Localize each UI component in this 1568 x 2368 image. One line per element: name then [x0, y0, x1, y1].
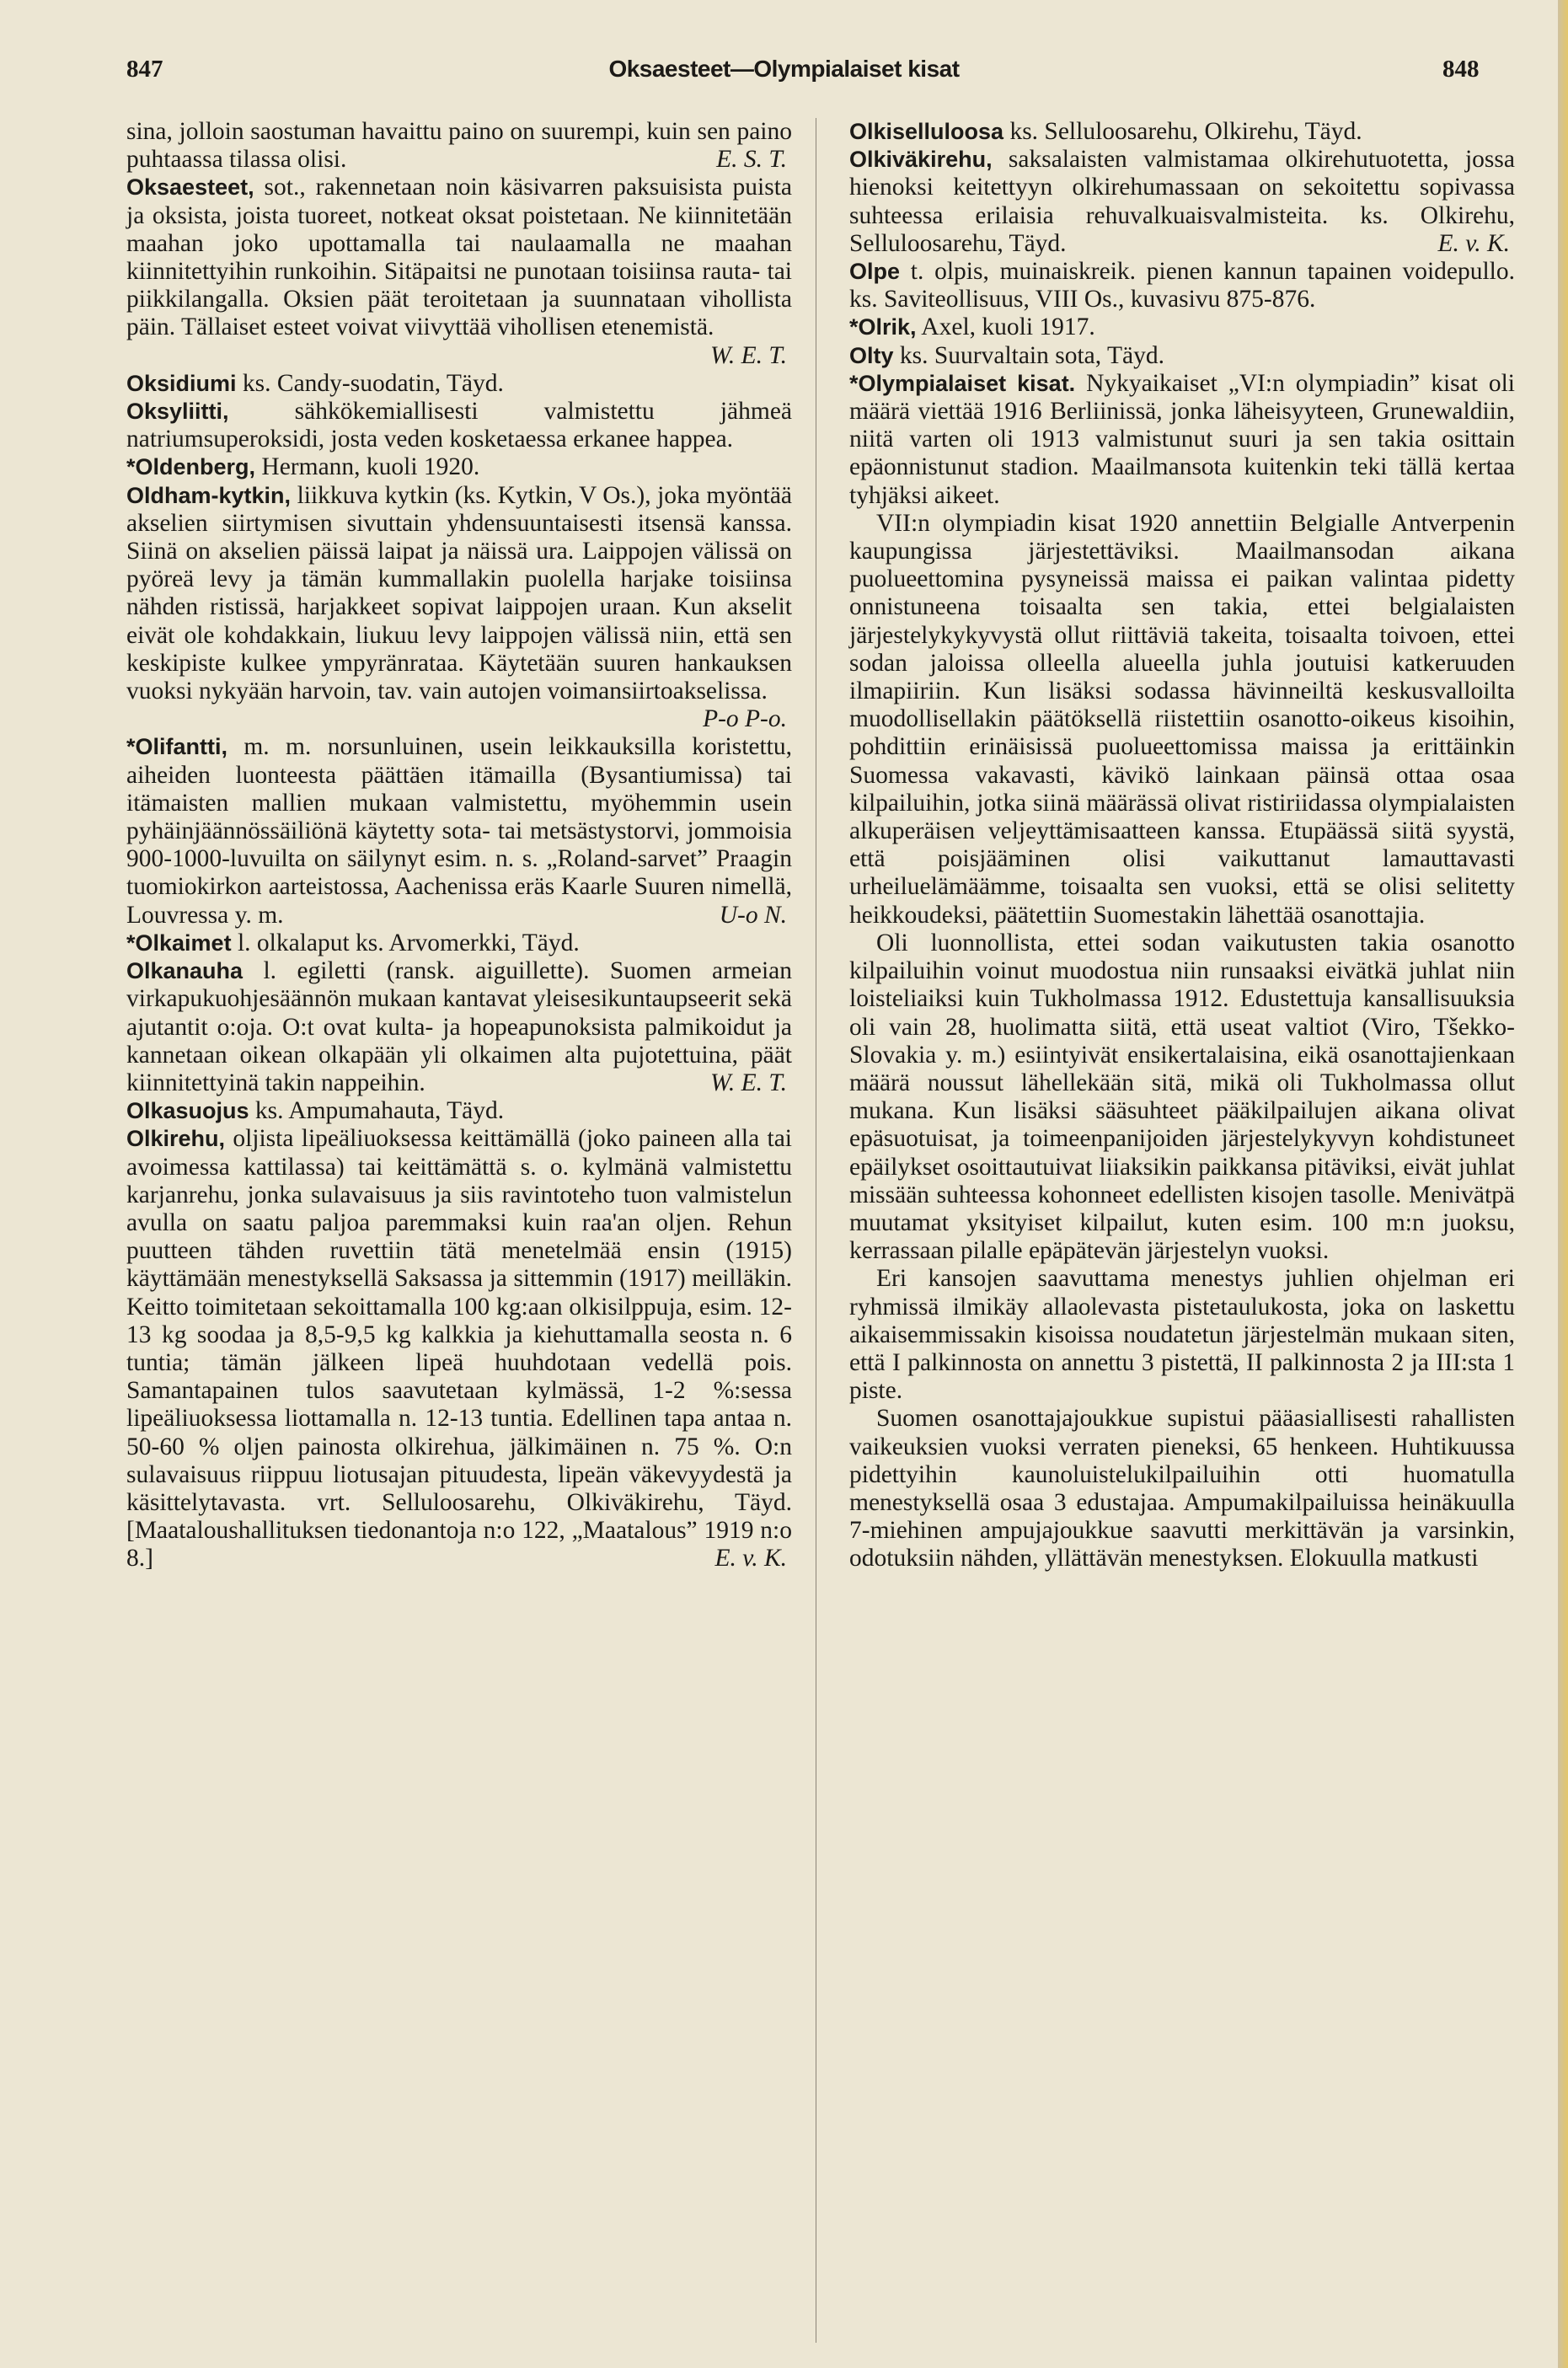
entry-text: ks. Selluloosarehu, Olkirehu, Täyd.	[1009, 118, 1362, 145]
author-signature: W. E. T.	[710, 341, 787, 369]
dictionary-entry	[849, 118, 1515, 146]
entry-text: ks. Suurvaltain sota, Täyd.	[899, 341, 1164, 369]
entry-text: Eri kansojen saavuttama menestys juhlien ohjelman eri ryhmissä ilmikäy allaolevasta pistetaulukosta, joka on laskettu aikaisemmissakin kisoissa noudatetun järjestelmän mukaan siten, että I palkinnosta on annettu 3 pistettä, II palkinnosta 2 ja III:sta 1 piste.	[849, 1265, 1515, 1405]
entry-headword: Olkiselluloosa	[849, 119, 1004, 144]
entry-headword: Olpe	[849, 259, 901, 285]
author-signature: U-o N.	[719, 901, 787, 929]
dictionary-entry	[126, 174, 792, 369]
dictionary-entry	[849, 313, 1515, 341]
entry-text: oljista lipeäliuoksessa keittämällä (joko paineen alla tai avoimessa kattilassa) tai keittämättä s. o. kylmänä valmistettu karjanrehu, jonka sulavaisuus ja siis ravintoteho tuon valmistelun avulla on saatu paljoa paremmaksi kuin raa'an oljen. Rehun puutteen tähden ruvettiin tätä menetelmää ensin (1915) käyttämään menestyksellä Saksassa ja sittemmin (1917) meilläkin. Keitto toimitetaan sekoittamalla 100 kg:aan olkisilppuja, esim. 12-13 kg soodaa ja 8,5-9,5 kg kalkkia ja kiehuttamalla seosta n. 6 tuntia; tämän jälkeen lipeä huuhdotaan vedellä pois. Samantapainen tulos saavutetaan kylmässä, 1-2 %:sessa lipeäliuoksessa liottamalla n. 12-13 tuntia. Edellinen tapa antaa n. 50-60 % oljen painosta olkirehua, jälkimäinen n. 75 %. O:n sulavaisuus riippuu liotusajan pituudesta, lipeän väkevyydestä ja käsittelytavasta. vrt. Selluloosarehu, Olkiväkirehu, Täyd. [Maataloushallituksen tiedonantoja n:o 122, „Maatalous” 1919 n:o 8.]	[126, 1125, 792, 1572]
entry-headword: Olkanauha	[126, 958, 243, 984]
page-number-right: 848	[1442, 56, 1480, 83]
entry-text: saksalaisten valmistamaa olkirehutuotetta, jossa hienoksi keitettyyn olkirehumassaan on sekoitettu sopivassa suhteessa erilaisia rehuvalkuaisvalmisteita. ks. Olkirehu, Selluloosarehu, Täyd.	[849, 146, 1515, 257]
dictionary-entry	[849, 146, 1515, 258]
author-signature: W. E. T.	[710, 1069, 787, 1096]
entry-text: Oli luonnollista, ettei sodan vaikutusten takia osanotto kilpailuihin voinut muodostua niin runsaaksi eivätkä juhlat niin loisteliaiksi kuin Tukholmassa 1912. Edustettuja kansallisuuksia oli vain 28, huolimatta siitä, että useat valtiot (Viro, Tšekko-Slovakia y. m.) esiintyivät ensikertalaisina, eikä osanottajienkaan määrä noussut lähellekään sitä, mikä oli Tukholmassa ollut mukana. Kun lisäksi sääsuhteet pääkilpailujen aikana olivat epäsuotuisat, ja toimeenpanijoiden järjestelykyvyn kohdistuneet epäilykset osoittautuivat liiaksikin paikkansa pitäviksi, eivät juhlat missään suhteessa kohonneet edellisten kisojen tasolle. Menivätpä muutamat yksityiset kilpailut, kuten esim. 100 m:n juoksu, kerrassaan pilalle epäpätevän järjestelyn vuoksi.	[849, 929, 1515, 1265]
page-edge	[1558, 0, 1568, 2368]
entry-text: liikkuva kytkin (ks. Kytkin, V Os.), joka myöntää akselien siirtymisen sivuttain yhdensuuntaisesti itsensä kanssa. Siinä on akselien päissä laipat ja näissä ura. Laippojen välissä on pyöreä levy ja tämän kummallakin puolella harjake toisiinsa nähden ristissä, harjakkeet sopivat laippojen uraan. Kun akselit eivät ole kohdakkain, liukuu levy laippojen välissä niin, että sen keskipiste kulkee ympyränrataa. Käytetään suuren hankauksen vuoksi nykyään harvoin, tav. vain autojen voimansiirtoakselissa.	[126, 481, 793, 705]
entry-text: t. olpis, muinaiskreik. pienen kannun tapainen voidepullo. ks. Saviteollisuus, VIII Os., kuvasivu 875-876.	[849, 258, 1515, 313]
entry-text: sot., rakennetaan noin käsivarren paksuisista puista ja oksista, joista tuoreet, notkeat oksat poistetaan. Ne kiinnitetään maahan joko upottamalla tai naulaamalla ne maahan kiinnitettyihin runkoihin. Sitäpaitsi ne punotaan toisiinsa rauta- tai piikkilangalla. Oksien päät teroitetaan ja suunnataan vihollista päin. Tällaiset esteet voivat viivyttää vihollisen etenemistä.	[126, 174, 792, 341]
author-signature: E. v. K.	[1437, 229, 1510, 257]
entry-text: ks. Candy-suodatin, Täyd.	[242, 369, 504, 397]
entry-headword: Olty	[849, 342, 894, 368]
dictionary-entry	[126, 1125, 792, 1572]
body-paragraph	[849, 1405, 1515, 1572]
dictionary-entry	[849, 370, 1515, 510]
author-signature: P-o P-o.	[703, 705, 787, 733]
entry-text: sähkökemiallisesti valmistettu jähmeä natriumsuperoksidi, josta veden kosketaessa erkanee happea.	[126, 398, 793, 453]
entry-text: m. m. norsunluinen, usein leikkauksilla koristettu, aiheiden luonteesta päättäen itämailla (Bysantiumissa) tai itämaisten mallien mukaan valmistettu, myöhemmin usein pyhäinjäännössäiliönä käytetty sota- tai metsästystorvi, jommoisia 900-1000-luvuilta on säilynyt esim. n. s. „Roland-sarvet” Praagin tuomiokirkon aarteistossa, Aachenissa eräs Kaarle Suuren nimellä, Louvressa y. m.	[126, 733, 793, 929]
dictionary-entry	[126, 733, 792, 929]
entry-text: sina, jolloin saostuman havaittu paino on suurempi, kuin sen paino puhtaassa tilassa olisi.	[126, 118, 792, 174]
entry-headword: Oksyliitti,	[126, 399, 229, 425]
right-column	[849, 118, 1515, 1573]
dictionary-entry	[126, 930, 792, 957]
left-column	[126, 118, 792, 1573]
author-signature: E. S. T.	[716, 146, 787, 174]
dictionary-entry	[126, 118, 792, 174]
entry-text: ks. Ampumahauta, Täyd.	[254, 1097, 505, 1125]
body-paragraph	[849, 930, 1515, 1265]
body-paragraph	[849, 1265, 1515, 1405]
entry-headword: *Olympialaiset kisat.	[849, 370, 1076, 396]
body-paragraph	[849, 510, 1515, 930]
entry-text: Suomen osanottajajoukkue supistui pääasiallisesti rahallisten vaikeuksien vuoksi verraten pieneksi, 65 henkeen. Huhtikuussa pidettyihin kaunoluistelukilpailuihin otti huomatulla menestyksellä osaa 3 edustajaa. Ampumakilpailuissa heinäkuulla 7-miehinen ampujajoukkue saavutti merkittävän ja varsinkin, odotuksiin nähden, yllättävän menestyksen. Elokuulla matkusti	[849, 1405, 1515, 1572]
running-head: Oksaesteet—Olympialaiset kisat	[608, 56, 960, 82]
entry-headword: Oksaesteet,	[126, 174, 254, 201]
dictionary-entry	[126, 398, 792, 453]
dictionary-entry	[126, 957, 792, 1097]
entry-text: VII:n olympiadin kisat 1920 annettiin Belgialle Antverpenin kaupungissa järjestettäviksi. Maailmansodan aikana puolueettomina pysyneissä maissa ei paikan valintaa pidetty onnistuneena toisaalta sen takia, ettei belgialaisten järjestelykykyvystä ollut riittäviä takeita, toisaalta toivoen, ettei sodan jaloissa olleella alueella juhla joutuisi katkeruuden ilmapiiriin. Kun lisäksi sodassa hävinneiltä keskusvalloilta muodollisellakin päätöksellä riistettiin osanotto-oikeus kisoihin, pohdittiin erinäisissä puolueettomissa maissa ja erittäinkin Suomessa vakavasti, kävikö lainkaan päinsä ottaa osaa kilpailuihin, jotka siinä määrässä olivat ristiriidassa olympialaisten alkuperäisen veljeyttämisaatteen kanssa. Etupäässä siitä syystä, että poisjääminen olisi vaikuttanut lamauttavasti urheiluelämäämme, toisaalta sen vuoksi, että se olisi selitetty heikkoudeksi, päätettiin Suomestakin lähettää osanottajia.	[849, 509, 1515, 929]
entry-text: l. egiletti (ransk. aiguillette). Suomen armeian virkapukuohjesäännön mukaan kantavat yleisesikuntaupseerit sekä ajutantit o:oja. O:t ovat kulta- ja hopeapunoksista palmikoidut ja kannetaan oikean olkapään yli olkaimen alta pujotettuina, päät kiinnitettyinä takin nappeihin.	[126, 957, 792, 1096]
entry-headword: *Olifantti,	[126, 734, 227, 760]
dictionary-entry	[126, 453, 792, 481]
entry-text: l. olkalaput ks. Arvomerkki, Täyd.	[237, 929, 580, 956]
dictionary-entry	[849, 342, 1515, 370]
dictionary-entry	[849, 258, 1515, 313]
entry-text: Hermann, kuoli 1920.	[261, 453, 480, 481]
author-signature: E. v. K.	[714, 1545, 787, 1572]
entry-headword: *Olkaimet	[126, 930, 232, 956]
dictionary-entry	[126, 482, 792, 734]
entry-headword: Olkirehu,	[126, 1126, 226, 1152]
entry-headword: Oldham-kytkin,	[126, 482, 292, 508]
entry-text: Axel, kuoli 1917.	[921, 313, 1095, 341]
entry-headword: *Oldenberg,	[126, 454, 256, 480]
dictionary-entry	[126, 370, 792, 398]
page-number-left: 847	[126, 56, 163, 83]
entry-text: Nykyaikaiset „VI:n olympiadin” kisat oli määrä viettää 1916 Berliinissä, jonka läheisyyteen, Grunewaldiin, niitä varten oli 1913 valmistunut suuri ja sen takia osittain epäonnistunut stadion. Maailmansota kuitenkin teki tällä kertaa tyhjäksi aikeet.	[849, 369, 1515, 509]
entry-headword: Olkiväkirehu,	[849, 147, 993, 173]
dictionary-entry	[126, 1097, 792, 1125]
entry-headword: *Olrik,	[849, 314, 917, 340]
entry-headword: Olkasuojus	[126, 1098, 249, 1124]
entry-headword: Oksidiumi	[126, 370, 237, 396]
